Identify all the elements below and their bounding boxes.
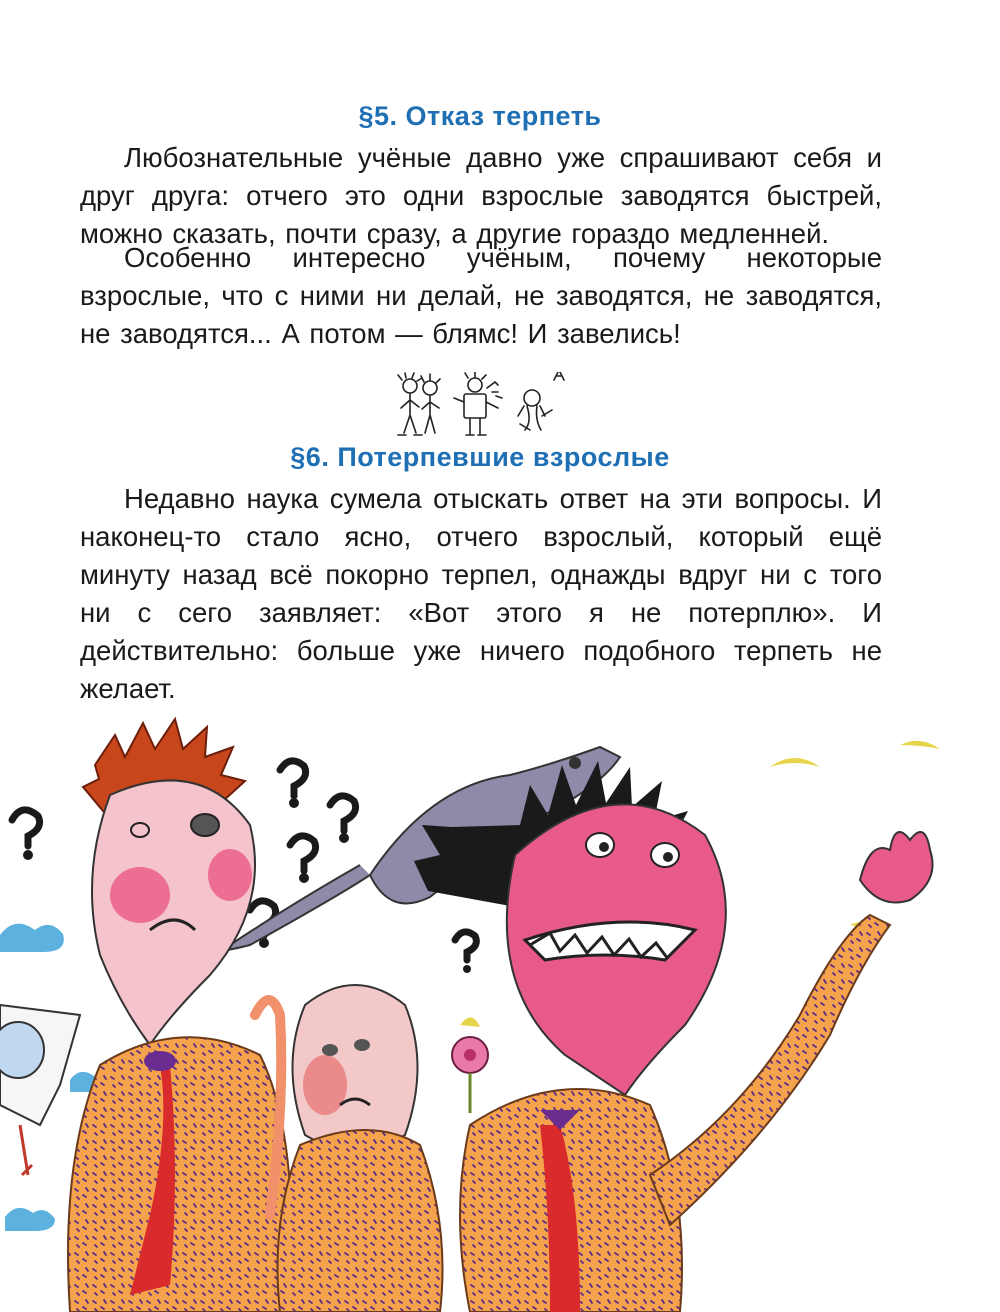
section-5-paragraph-2: Особенно интересно учёным, почему некоторые взрослые, что с ними ни делай, не заводятся, не заводятся, не заводятся... А потом — блямс! И завелись! — [80, 242, 882, 349]
doodle-divider-illustration — [392, 372, 572, 440]
section-5-paragraph-1: Любознательные учёные давно уже спрашивают себя и друг друга: отчего это одни взрослые заводятся быстрей, можно сказать, почти сразу, а другие гораздо медленней. — [80, 142, 882, 249]
section-6-paragraph-1: Недавно наука сумела отыскать ответ на эти вопросы. И наконец-то стало ясно, отчего взрослый, который ещё минуту назад всё покорно терпел, однажды вдруг ни с того ни с сего заявляет: «Вот этого я не потерплю». И действительно: больше уже ничего подобного терпеть не желает. — [80, 483, 882, 704]
section-6-heading: §6. Потерпевшие взрослые — [290, 442, 670, 472]
person-black-hair — [414, 761, 933, 1312]
flower — [452, 1037, 488, 1113]
angry-adults-illustration — [0, 705, 1000, 1312]
kite-figure — [0, 1005, 80, 1175]
section-5-heading: §5. Отказ терпеть — [358, 101, 602, 131]
